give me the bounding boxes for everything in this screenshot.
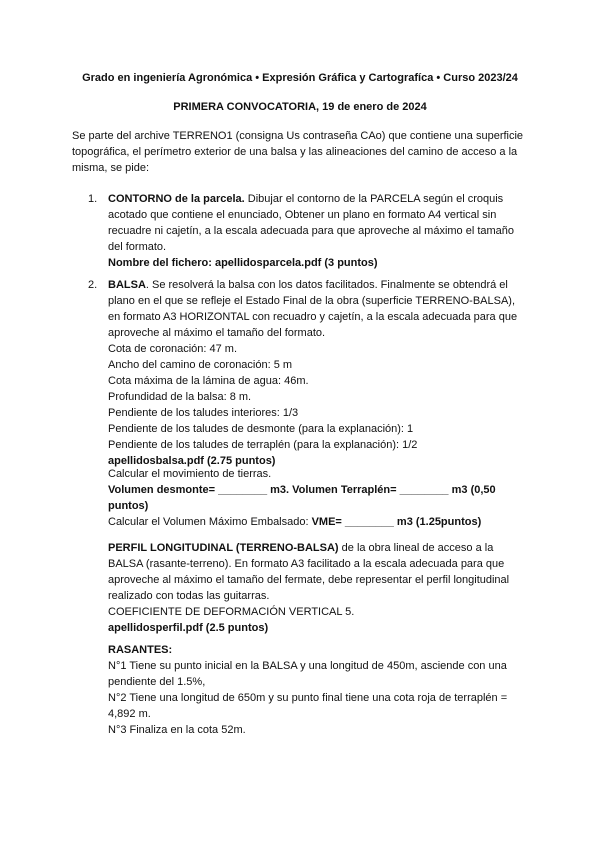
earthworks-volumes: Volumen desmonte= ________ m3. Volumen Terraplén= ________ m3 (0,50 puntos): [108, 484, 496, 512]
item-2-file: apellidosbalsa.pdf (2.75 puntos): [108, 455, 276, 467]
item-1-number: 1.: [88, 193, 98, 205]
perfil-title: PERFIL LONGITUDINAL (TERRENO-BALSA): [108, 542, 339, 554]
item-2-data-line: Pendiente de los taludes interiores: 1/3: [108, 407, 299, 419]
earthworks-intro: Calcular el movimiento de tierras.: [108, 468, 272, 480]
item-2-number: 2.: [88, 279, 98, 291]
intro-paragraph: Se parte del archive TERRENO1 (consigna Us contraseña CAo) que contiene una superficie topográfica, el perímetro exterior de una balsa y las alineaciones del camino de acceso a la misma, se pide:: [72, 130, 524, 174]
item-2-data-line: Pendiente de los taludes de desmonte (para la explanación): 1: [108, 423, 414, 435]
item-2: [108, 277, 528, 469]
perfil-description: PERFIL LONGITUDINAL (TERRENO-BALSA) de la obra lineal de acceso a la BALSA (rasante-terreno). En formato A3 facilitado a la escala adecuada para que aproveche al máximo el tamaño del fermate, debe representar el perfil longitudinal realizado con todas las guitarras.: [108, 542, 510, 602]
course-header: Grado en ingeniería Agronómica • Expresión Gráfica y Cartografíca • Curso 2023/24: [82, 72, 518, 84]
item-1-title: CONTORNO de la parcela.: [108, 193, 245, 205]
perfil-file: apellidosperfil.pdf (2.5 puntos): [108, 622, 269, 634]
item-1-file: Nombre del fichero: apellidosparcela.pdf (3 puntos): [108, 257, 378, 269]
rasante-line: N°2 Tiene una longitud de 650m y su punto final tiene una cota roja de terraplén = 4,892 m.: [108, 692, 508, 720]
perfil-coefficient: COEFICIENTE DE DEFORMACIÓN VERTICAL 5.: [108, 606, 355, 618]
item-2-data-line: Cota máxima de la lámina de agua: 46m.: [108, 375, 309, 387]
item-2-title: BALSA: [108, 279, 146, 291]
rasante-line: N°1 Tiene su punto inicial en la BALSA y una longitud de 450m, asciende con una pendiente del 1.5%,: [108, 660, 507, 688]
rasantes-section: [108, 642, 528, 738]
item-2-data-line: Ancho del camino de coronación: 5 m: [108, 359, 293, 371]
item-2-data-line: Pendiente de los taludes de terraplén (para la explanación): 1/2: [108, 439, 418, 451]
item-2-text: . Se resolverá la balsa con los datos facilitados. Finalmente se obtendrá el plano en el que se refleje el Estado Final de la obra (superficie TERRENO-BALSA), en formato A3 HORIZONTAL con recuadro y cajetín, a la escala adecuada para que aproveche al máximo el tamaño del formato.: [108, 279, 518, 339]
item-2-description: [108, 277, 528, 341]
item-1-text: Dibujar el contorno de la PARCELA según el croquis acotado que contiene el enunciado, Obtener un plano en formato A4 vertical sin recuadre ni cajetín, a la escala adecuada para que aproveche al máximo el tamaño del formato.: [108, 193, 515, 253]
perfil-section: [108, 540, 528, 636]
item-2-data-line: Profundidad de la balsa: 8 m.: [108, 391, 252, 403]
earthworks-section: [108, 466, 528, 530]
item-1: [108, 191, 528, 271]
vme-line: Calcular el Volumen Máximo Embalsado: VME= ________ m3 (1.25puntos): [108, 516, 482, 528]
rasante-line: N°3 Finaliza en la cota 52m.: [108, 724, 246, 736]
exam-title: PRIMERA CONVOCATORIA, 19 de enero de 2024: [173, 101, 427, 113]
rasantes-title: RASANTES:: [108, 644, 173, 656]
item-1-description: [108, 191, 528, 255]
item-2-data-line: Cota de coronación: 47 m.: [108, 343, 238, 355]
